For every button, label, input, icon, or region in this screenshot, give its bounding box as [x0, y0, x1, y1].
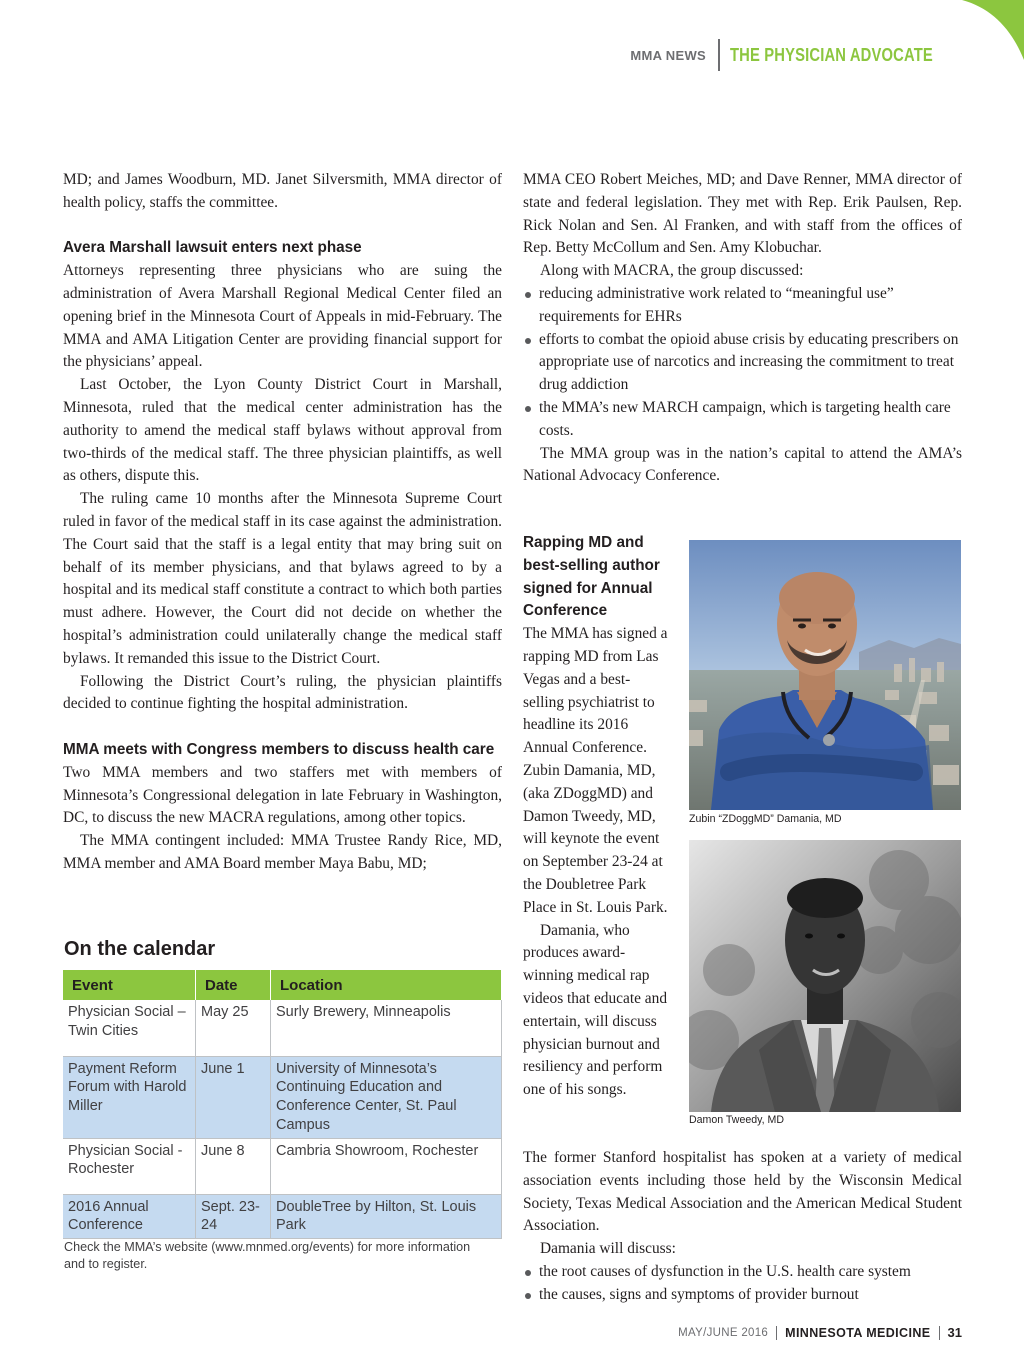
footer-divider [939, 1326, 940, 1340]
cell-date: June 1 [196, 1056, 271, 1138]
paragraph-congress-2: The MMA contingent included: MMA Trustee Randy Rice, MD, MMA member and AMA Board member Maya Babu, MD; [63, 832, 502, 872]
paragraph-intro: MD; and James Woodburn, MD. Janet Silversmith, MMA director of health policy, staffs the committee. [63, 171, 502, 211]
header-date: Date [196, 970, 271, 1000]
paragraph-discuss: Damania will discuss: [540, 1240, 676, 1258]
calendar-header-row [63, 970, 502, 1000]
footer-divider [776, 1326, 777, 1340]
bullet-list-discuss [523, 1261, 962, 1307]
left-column [63, 169, 502, 876]
heading-avera: Avera Marshall lawsuit enters next phase [63, 239, 362, 257]
cell-date: June 8 [196, 1138, 271, 1194]
right-column-narrow [523, 532, 669, 1102]
column-title: THE PHYSICIAN ADVOCATE [730, 44, 933, 65]
header-location: Location [271, 970, 502, 1000]
heading-rapping: Rapping MD and best-selling author signed for Annual Conference [523, 534, 660, 620]
cell-location: Cambria Showroom, Rochester [271, 1138, 502, 1194]
page-number: 31 [947, 1325, 962, 1340]
paragraph-rap-3: The former Stanford hospitalist has spoken at a variety of medical association events including those held by the Wisconsin Medical Society, Texas Medical Association and the American Medical Student Association. [523, 1149, 962, 1235]
paragraph-along: Along with MACRA, the group discussed: [540, 262, 804, 280]
paragraph-rap-2: Damania, who produces award-winning medical rap videos that educate and entertain, will discuss physician burnout and resiliency and perform one of his songs. [523, 921, 668, 1099]
paragraph-avera-2: Last October, the Lyon County District Court in Marshall, Minnesota, ruled that the medical center administration has the authority to amend the medical staff bylaws without approval from two-thirds of the medical staff. The three physician plaintiffs, as well as others, dispute this. [63, 376, 502, 485]
paragraph-continued: MMA CEO Robert Meiches, MD; and Dave Renner, MMA director of state and federal legislation. They met with Rep. Erik Paulsen, Rep. Rick Nolan and Sen. Al Franken, and with staff from the offices of Rep. Betty McCollum and Sen. Amy Klobuchar. [523, 171, 962, 257]
paragraph-avera-4: Following the District Court’s ruling, the physician plaintiffs decided to continue fighting the hospital administration. [63, 672, 502, 713]
paragraph-congress-1: Two MMA members and two staffers met with members of Minnesota’s Congressional delegation in late February in Washington, DC, to discuss the new MACRA regulations, among other topics. [63, 763, 502, 827]
table-row [63, 1194, 502, 1239]
photo-caption-zubin: Zubin “ZDoggMD” Damania, MD [689, 813, 842, 825]
photo-caption-damon: Damon Tweedy, MD [689, 1114, 784, 1126]
cell-event: Physician Social – Twin Cities [63, 1000, 196, 1056]
calendar-title: On the calendar [64, 938, 216, 960]
list-item: the causes, signs and symptoms of provider burnout [523, 1284, 962, 1307]
cell-date: Sept. 23-24 [196, 1194, 271, 1239]
table-row [63, 1138, 502, 1194]
cell-location: University of Minnesota’s Continuing Education and Conference Center, St. Paul Campus [271, 1056, 502, 1138]
section-label: MMA NEWS [630, 47, 706, 63]
paragraph-rap-1: The MMA has signed a rapping MD from Las Vegas and a best-selling psychiatrist to headline its 2016 Annual Conference. Zubin Damania, MD, (aka ZDoggMD) and Damon Tweedy, MD, will keynote the event on September 23-24 at the Doubletree Park Place in St. Louis Park. [523, 625, 668, 916]
running-header [630, 41, 962, 69]
paragraph-avera-3: The ruling came 10 months after the Minnesota Supreme Court ruled in favor of the medical staff in its case against the administration. The Court said that the staff is a legal entity that may bring suit on behalf of its member physicians, and that bylaws agreed to by a hospital and its medical staff constitute a contract to which both parties must adhere. However, the Court did not decide on whether the hospital’s administration could unilaterally change the medical staff bylaws. It remanded this issue to the District Court. [63, 490, 502, 667]
calendar-table [63, 970, 502, 1239]
list-item: efforts to combat the opioid abuse crisis by educating prescribers on appropriate use of narcotics and increasing the commitment to treat drug addiction [523, 329, 962, 397]
bullet-list-topics [523, 283, 962, 443]
header-divider [718, 39, 720, 71]
list-item: the root causes of dysfunction in the U.S. health care system [523, 1261, 962, 1284]
heading-congress: MMA meets with Congress members to discuss health care [63, 740, 495, 758]
magazine-name: MINNESOTA MEDICINE [785, 1325, 931, 1340]
issue-date: MAY/JUNE 2016 [678, 1326, 769, 1339]
table-row [63, 1056, 502, 1138]
cell-event: 2016 Annual Conference [63, 1194, 196, 1239]
cell-location: DoubleTree by Hilton, St. Louis Park [271, 1194, 502, 1239]
right-column-top [523, 169, 962, 488]
page-footer [678, 1325, 962, 1340]
photo-zubin-damania [689, 540, 961, 810]
header-event: Event [63, 970, 196, 1000]
paragraph-avera-1: Attorneys representing three physicians who are suing the administration of Avera Marshall Regional Medical Center filed an opening brief in the Minnesota Court of Appeals in mid-February. The MMA and AMA Litigation Center are providing financial support for the physicians’ appeal. [63, 262, 502, 371]
table-row [63, 1000, 502, 1056]
cell-event: Payment Reform Forum with Harold Miller [63, 1056, 196, 1138]
cell-date: May 25 [196, 1000, 271, 1056]
corner-accent [954, 0, 1024, 60]
paragraph-nation: The MMA group was in the nation’s capital to attend the AMA’s National Advocacy Conference. [523, 444, 962, 485]
calendar-note: Check the MMA’s website (www.mnmed.org/events) for more information and to register. [64, 1240, 471, 1271]
cell-location: Surly Brewery, Minneapolis [271, 1000, 502, 1056]
right-column-bottom [523, 1147, 962, 1307]
list-item: the MMA’s new MARCH campaign, which is targeting health care costs. [523, 397, 962, 443]
cell-event: Physician Social - Rochester [63, 1138, 196, 1194]
photo-damon-tweedy [689, 840, 961, 1112]
list-item: reducing administrative work related to “meaningful use” requirements for EHRs [523, 283, 962, 329]
